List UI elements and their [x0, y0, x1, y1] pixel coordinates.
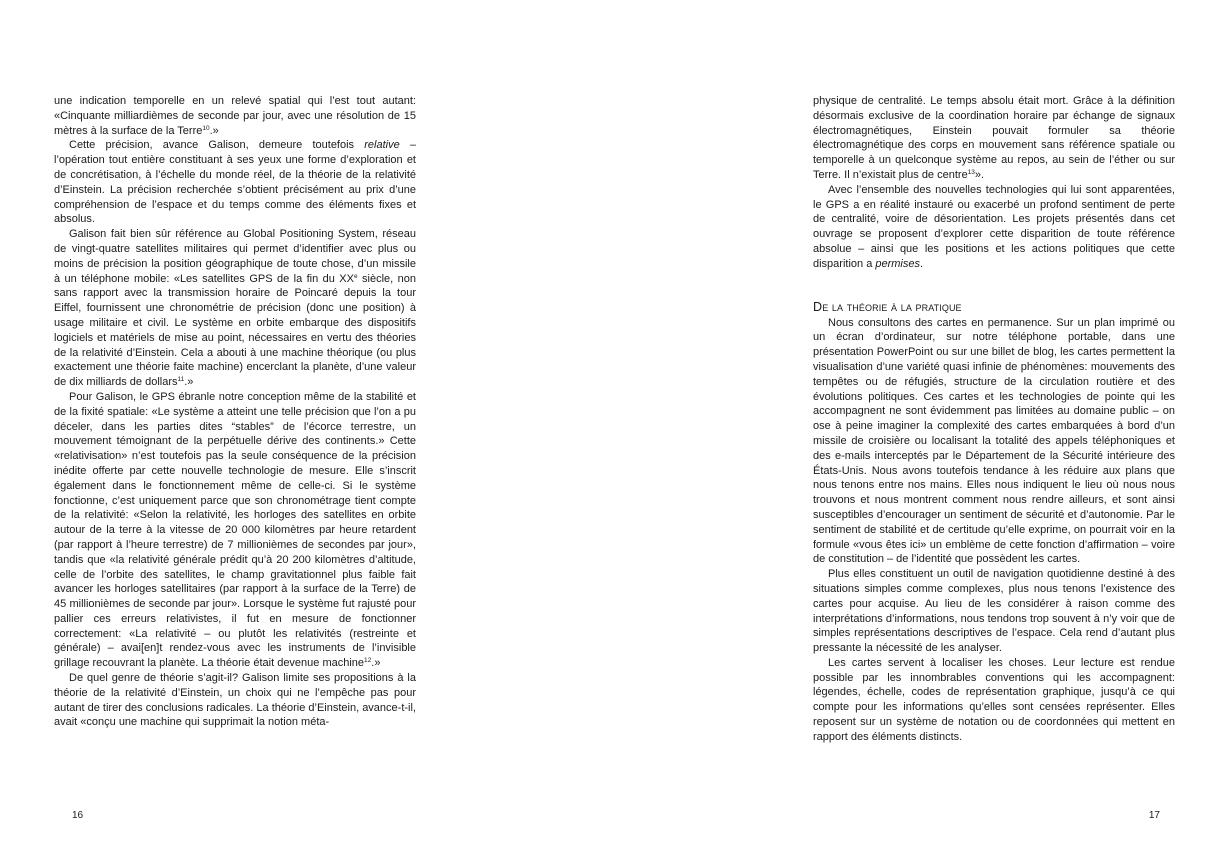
text-run: Cette précision, avance Galison, demeure toutefois — [69, 139, 365, 152]
emphasis: relative — [364, 139, 400, 152]
footnote-ref: 13 — [967, 168, 975, 176]
text-run: ». — [974, 168, 985, 181]
footnote-ref: 11 — [177, 376, 185, 384]
paragraph — [813, 183, 1175, 272]
page-number: 17 — [1148, 810, 1160, 821]
text-run: . — [920, 257, 924, 270]
paragraph — [54, 390, 416, 671]
paragraph — [813, 656, 1175, 745]
text-run: – l’opération tout entière constituant à ses yeux une forme d’exploration et de concrétisation, à l’échelle du monde réel, de la théorie de la relativité d’Einstein. La précision recherchée s’obtient précisément au prix d’une compréhension de l’espace et du temps comme des éléments fixes et absolus. — [54, 139, 416, 226]
paragraph — [54, 671, 416, 730]
emphasis: permises — [875, 257, 920, 270]
footnote-ref: e — [353, 272, 358, 280]
text-run: Pour Galison, le GPS ébranle notre conception même de la stabilité et de la fixité spatiale: «Le système a atteint une telle précision que l’on a pu déceler, dans les parties dites “stables” de l’écorce terrestre, un mouvement témoignant de la perpétuelle dérive des continents.» Cette «relativisation» n’est toutefois pas la seule conséquence de la précision inédite offerte par cette nouvelle technologie de mesure. Elle s’inscrit également dans le fonctionnement même de celle-ci. Si le système fonctionne, c’est uniquement parce que son chronométrage tient compte de la relativité: «Selon la relativité, les horloges des satellites en orbite autour de la terre à la vitesse de 20 000 kilomètres par heure retardent (par rapport à l’heure terrestre) de 7 millionièmes de secondes par jour», tandis que «la relativité générale prédit qu’à 20 200 kilomètres d’altitude, celle de l’orbite des satellites, le champ gravitationnel plus faible fait avancer les horloges satellitaires (par rapport à la surface de la Terre) de 45 millionièmes de seconde par jour». Lorsque le système fut rajusté pour pallier ces erreurs relativistes, il fut en mesure de fonctionner correctement: «La relativité – ou plutôt les relativités (restreinte et générale) – avai[en]t rendez-vous avec les instruments de l’invisible grillage recouvrant la planète. La théorie était devenue machine — [54, 390, 416, 670]
left-text-column — [54, 94, 416, 730]
text-run: physique de centralité. Le temps absolu était mort. Grâce à la définition désormais exclusive de la coordination horaire par échange de signaux électromagnétiques, Einstein pouvait formuler sa théorie électromagnétique des corps en mouvement sans référence spatiale ou temporelle à un quelconque système au repos, au sein de l’éther ou sur Terre. Il n’existait plus de centre — [813, 95, 1175, 181]
text-run: Avec l’ensemble des nouvelles technologies qui lui sont apparentées, le GPS a en réalité instauré ou exacerbé un profond sentiment de perte de centralité, voire de désorientation. Les projets présentés dans cet ouvrage se proposent d’explorer cette disparition de toute référence absolue – ainsi que les positions et les actions politiques que cette disparition a — [813, 183, 1175, 270]
section-heading: De la théorie à la pratique — [813, 299, 962, 314]
text-run: .» — [184, 376, 194, 389]
paragraph — [813, 316, 1175, 568]
right-page — [613, 0, 1226, 865]
paragraph — [54, 227, 416, 390]
text-run: De quel genre de théorie s’agit-il? Galison limite ses propositions à la théorie de la relativité d’Einstein, un choix qui ne l’empêche pas pour autant de tirer des conclusions radicales. La théorie d’Einstein, avance-t-il, avait «conçu une machine qui supprimait la notion méta- — [54, 672, 416, 729]
text-run: siècle, non sans rapport avec la transmission horaire de Poincaré depuis la tour Eiffel, fournissent une chronométrie de précision (donc une position) à usage militaire et civil. Le système en orbite embarque des dispositifs logiciels et matériels de mise au point, nécessaires en vertu des théories de la relativité d’Einstein. Cela a abouti à une machine théorique (ou plus exactement une théorie faite machine) encerclant la planète, d’une valeur de dix milliards de dollars — [54, 272, 416, 389]
paragraph — [54, 94, 416, 138]
text-run: une indication temporelle en un relevé spatial qui l’est tout autant: «Cinquante milliardièmes de seconde par jour, avec une résolution de 15 mètres à la surface de la Terre — [54, 95, 416, 137]
text-run: Nous consultons des cartes en permanence. Sur un plan imprimé ou un écran d’ordinateur, sur notre téléphone portable, dans une présentation PowerPoint ou sur une billet de blog, les cartes permettent la visualisation d’une variété quasi infinie de phénomènes: mouvements des tempêtes ou de réfugiés, structure de la circulation routière et des évolutions politiques. Ces cartes et les technologies de pointe qui les accompagnent ne sont évidemment pas limitées au domaine public – on ose à peine imaginer la complexité des cartes embarquées à bord d’un missile de croisière ou localisant la totalité des appels téléphoniques et des e-mails interceptés par le Département de la Sécurité intérieure des États-Unis. Nous avons toutefois tendance à les réduire aux plans que nous tenons entre nos mains. Elles nous indiquent le lieu où nous nous trouvons et nous montrent comment nous rendre ailleurs, et sont ainsi susceptibles d’encourager un sentiment de sécurité et d’autonomie. Par le sentiment de stabilité et de certitude qu’elle exprime, on pourrait voir en la formule «vous êtes ici» un emblème de cette fonction d’affirmation – voire de constitution – de l’identité que possèdent les cartes. — [813, 316, 1175, 566]
page-number: 16 — [72, 810, 84, 821]
footnote-ref: 12 — [364, 657, 372, 665]
footnote-ref: 10 — [202, 124, 210, 132]
text-run: Plus elles constituent un outil de navigation quotidienne destiné à des situations simples comme complexes, plus nous tenons l’existence des cartes pour acquise. Au lieu de les considérer à raison comme des interprétations d’informations, nous tendons trop souvent à n’y voir que de simples représentations descriptives de l’espace. Cela rend d’autant plus pressante la nécessité de les analyser. — [813, 568, 1175, 655]
text-run: Galison fait bien sûr référence au Global Positioning System, réseau de vingt-quatre satellites militaires qui permet d’identifier avec plus ou moins de précision la position géographique de toute chose, d’un missile à un téléphone mobile: «Les satellites GPS de la fin du XX — [54, 228, 416, 285]
paragraph — [813, 567, 1175, 656]
text-run: .» — [371, 657, 381, 670]
right-text-column — [813, 94, 1175, 745]
text-run: .» — [209, 124, 219, 137]
paragraph — [54, 138, 416, 227]
paragraph — [813, 94, 1175, 183]
text-run: Les cartes servent à localiser les choses. Leur lecture est rendue possible par les innombrables conventions qui les accompagnent: légendes, échelle, codes de représentation graphique, jusqu’à ce qui compte pour les informations qu’elles sont censées représenter. Elles reposent sur un système de notation ou de coordonnées qui mettent en rapport des éléments distincts. — [813, 656, 1175, 743]
